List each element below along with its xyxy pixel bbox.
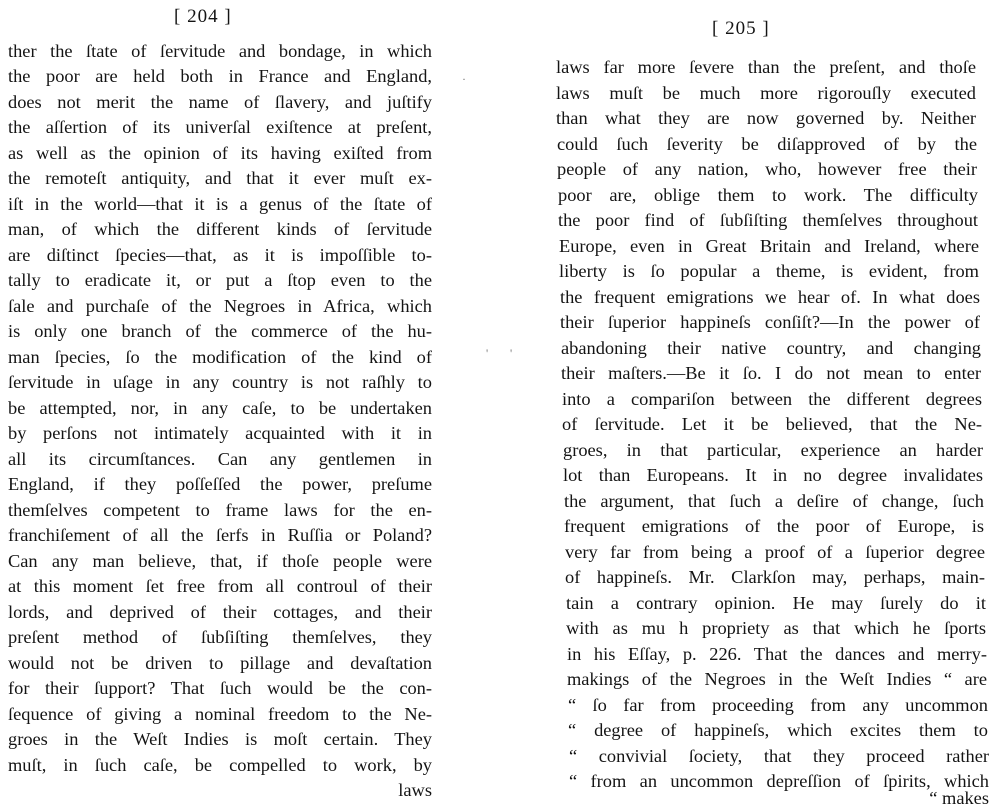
text-line: their maſters.—Be it ſo. I do not mean to enter xyxy=(561,363,981,383)
text-line: tain a contrary opinion. He may ſurely do it xyxy=(566,593,986,613)
text-line: themſelves competent to frame laws for the en- xyxy=(8,500,432,520)
text-line: muſt, in ſuch caſe, be compelled to work, by xyxy=(8,755,432,775)
text-line: “ degree of happineſs, which excites them to xyxy=(568,720,988,740)
text-line: laws far more ſevere than the preſent, and thoſe xyxy=(556,57,976,77)
text-line: lords, and deprived of their cottages, and their xyxy=(8,602,432,622)
text-line: poor are, oblige them to work. The difficulty xyxy=(558,185,978,205)
text-line: with as mu h propriety as that which he ſports xyxy=(566,618,986,638)
text-line: frequent emigrations of the poor of Europe, is xyxy=(564,516,984,536)
margin-mark: · xyxy=(462,72,466,86)
text-line: all its circumſtances. Can any gentlemen in xyxy=(8,449,432,469)
text-line: man, of which the different kinds of ſervitude xyxy=(8,219,432,239)
text-line: into a compariſon between the different degrees xyxy=(562,389,982,409)
text-line: the argument, that ſuch a deſire of change, ſuch xyxy=(564,491,984,511)
text-line: lot than Europeans. It in no degree invalidates xyxy=(563,465,983,485)
page-number-right: [ 205 ] xyxy=(712,18,770,39)
text-line: are diſtinct ſpecies—that, as it is impoſſible to- xyxy=(8,245,432,265)
text-line: groes, in that particular, experience an harder xyxy=(563,440,983,460)
text-line: ſervitude in uſage in any country is not raſhly to xyxy=(8,372,432,392)
text-line: at this moment ſet free from all controul of their xyxy=(8,576,432,596)
text-line: ſale and purchaſe of the Negroes in Africa, which xyxy=(8,296,432,316)
text-line: very far from being a proof of a ſuperior degree xyxy=(565,542,985,562)
page-number-left: [ 204 ] xyxy=(174,6,232,27)
text-line: of ſervitude. Let it be believed, that the Ne- xyxy=(562,414,982,434)
text-line: liberty is ſo popular a theme, is evident, from xyxy=(559,261,979,281)
text-line: is only one branch of the commerce of the hu- xyxy=(8,321,432,341)
catchword-left: laws xyxy=(398,780,432,800)
text-line: be attempted, nor, in any caſe, to be undertaken xyxy=(8,398,432,418)
text-line: “ ſo far from proceeding from any uncommon xyxy=(568,695,988,715)
text-line: makings of the Negroes in the Weſt Indies “ are xyxy=(567,669,987,689)
text-line: could ſuch ſeverity be diſapproved of by the xyxy=(557,134,977,154)
margin-mark: ' xyxy=(486,346,489,360)
text-line: England, if they poſſeſſed the power, preſume xyxy=(8,474,432,494)
text-line: ther the ſtate of ſervitude and bondage, in which xyxy=(8,41,432,61)
text-line: in his Eſſay, p. 226. That the dances and merry- xyxy=(567,644,987,664)
text-line: laws muſt be much more rigorouſly executed xyxy=(556,83,976,103)
text-line: “ convivial ſociety, that they proceed rather xyxy=(569,746,989,766)
text-line: Can any man believe, that, if thoſe people were xyxy=(8,551,432,571)
text-line: man ſpecies, ſo the modification of the kind of xyxy=(8,347,432,367)
text-line: “ from an uncommon depreſſion of ſpirits, which xyxy=(569,771,989,791)
text-line: the poor find of ſubſiſting themſelves throughout xyxy=(558,210,978,230)
text-line: of happineſs. Mr. Clarkſon may, perhaps, main- xyxy=(565,567,985,587)
text-line: the frequent emigrations we hear of. In what does xyxy=(560,287,980,307)
text-line: the aſſertion of its univerſal exiſtence at preſent, xyxy=(8,117,432,137)
text-line: would not be driven to pillage and devaſtation xyxy=(8,653,432,673)
right-page xyxy=(548,0,1000,807)
text-line: does not merit the name of ſlavery, and juſtify xyxy=(8,92,432,112)
text-line: abandoning their native country, and changing xyxy=(561,338,981,358)
text-line: their ſuperior happineſs conſiſt?—In the power of xyxy=(560,312,980,332)
text-line: people of any nation, who, however free their xyxy=(557,159,977,179)
catchword-right: “ makes xyxy=(929,788,989,808)
text-line: as well as the opinion of its having exiſted from xyxy=(8,143,432,163)
text-line: iſt in the world—that it is a genus of the ſtate of xyxy=(8,194,432,214)
text-line: tally to eradicate it, or put a ſtop even to the xyxy=(8,270,432,290)
left-page xyxy=(0,0,440,807)
text-line: the remoteſt antiquity, and that it ever muſt ex- xyxy=(8,168,432,188)
text-line: groes in the Weſt Indies is moſt certain. They xyxy=(8,729,432,749)
text-line: franchiſement of all the ſerfs in Ruſſia or Poland? xyxy=(8,525,432,545)
text-line: Europe, even in Great Britain and Ireland, where xyxy=(559,236,979,256)
text-line: than what they are now governed by. Neither xyxy=(556,108,976,128)
text-line: for their ſupport? That ſuch would be the con- xyxy=(8,678,432,698)
text-line: preſent method of ſubſiſting themſelves, they xyxy=(8,627,432,647)
text-line: the poor are held both in France and England, xyxy=(8,66,432,86)
text-line: by perſons not intimately acquainted with it in xyxy=(8,423,432,443)
text-line: ſequence of giving a nominal freedom to the Ne- xyxy=(8,704,432,724)
margin-mark: ' xyxy=(510,346,513,360)
